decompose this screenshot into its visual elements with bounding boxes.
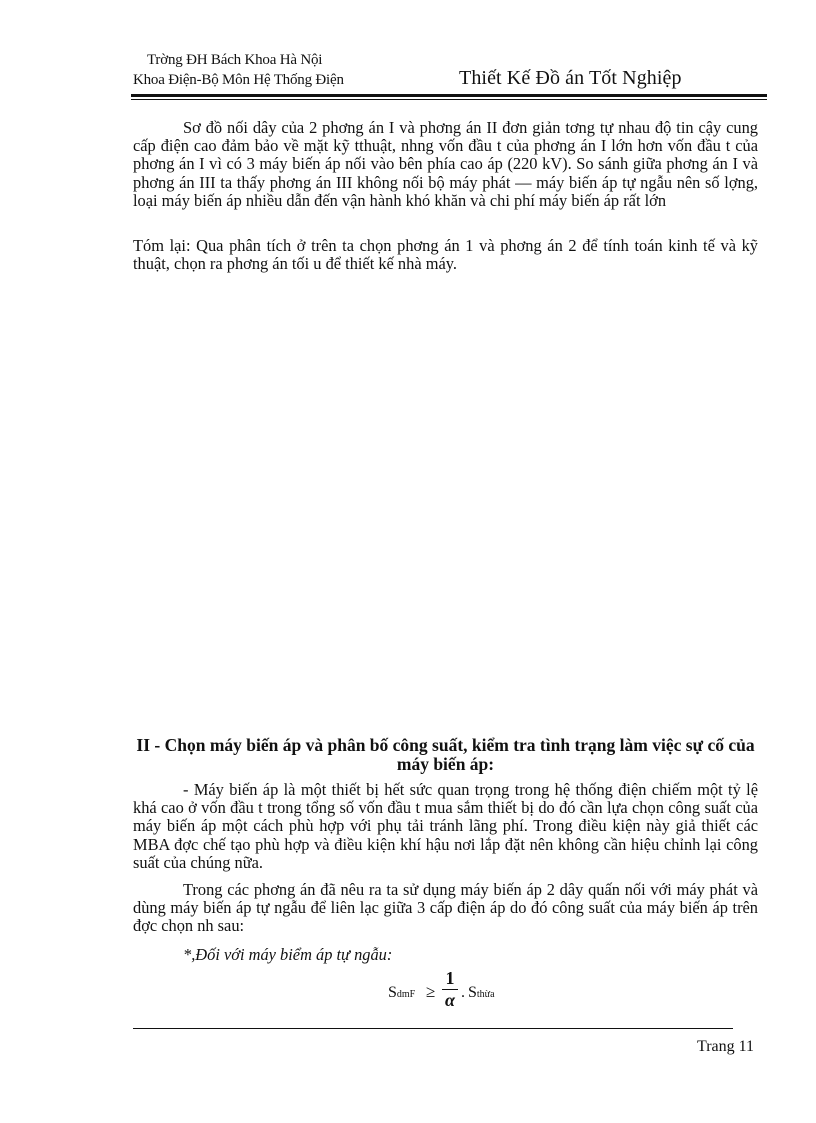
header-school: Trờng ĐH Bách Khoa Hà Nội: [147, 52, 323, 68]
paragraph-comparison: Sơ đồ nối dây của 2 phơng án I và phơng án II đơn giản tơng tự nhau độ tin cậy cung cấp điện cao đảm bảo về mặt kỹ tthuật, nhng vốn đầu t của phơng án I lớn hơn vốn đầu t của phơng án I vì có 3 máy biến áp nối vào bên phía cao áp (220 kV). So sánh giữa phơng án I và phơng án III ta thấy phơng án III không nối bộ máy phát — máy biến áp tự ngẫu nên số lợng, loại máy biến áp nhiều dẫn đến vận hành khó khăn và chi phí máy biến áp rất lớn: [133, 118, 758, 210]
formula-fraction: [442, 968, 458, 1009]
header-institution: [133, 50, 413, 90]
formula-relation: ≥: [426, 982, 436, 1001]
formula-numerator: 1: [445, 968, 455, 988]
page-number: Trang 11: [697, 1038, 755, 1055]
bullet-autotransformer: *,Đối với máy biểm áp tự ngẫu:: [183, 945, 393, 964]
formula-lhs-subscript: dmF: [396, 989, 416, 1000]
header-rule-thick: [131, 94, 767, 97]
formula-denominator: α: [445, 990, 455, 1010]
header-rule-thin: [131, 99, 767, 100]
paragraph-summary: Tóm lại: Qua phân tích ở trên ta chọn phơng án 1 và phơng án 2 để tính toán kinh tế và kỹ thuật, chọn ra phơng án tối u để thiết kế nhà máy.: [133, 236, 758, 274]
formula-rhs: Sthừa: [468, 984, 495, 1001]
header-document-title: Thiết Kế Đồ án Tốt Nghiệp: [459, 67, 682, 89]
paragraph-transformer-choice: Trong các phơng án đã nêu ra ta sử dụng máy biến áp 2 dây quấn nối với máy phát và dùng máy biến áp tự ngẫu để liên lạc giữa 3 cấp điện áp do đó công suất của máy biến áp trên đợc chọn nh sau:: [133, 880, 758, 936]
formula-lhs: SdmF: [388, 984, 416, 1001]
section-heading: II - Chọn máy biến áp và phân bố công suất, kiểm tra tình trạng làm việc sự cố của máy biến áp:: [136, 735, 755, 774]
formula-rhs-subscript: thừa: [476, 989, 495, 1000]
header-department: Khoa Điện-Bộ Môn Hệ Thống Điện: [133, 72, 344, 88]
formula-dot: .: [461, 984, 465, 1001]
footer-rule: [133, 1028, 733, 1029]
formula-rated-power: [388, 968, 528, 1012]
paragraph-transformer-importance: - Máy biến áp là một thiết bị hết sức quan trọng trong hệ thống điện chiếm một tỷ lệ khá cao ở vốn đầu t trong tổng số vốn đầu t mua sắm thiết bị do đó cần lựa chọn công suất của máy biến áp một cách phù hợp với phụ tải tránh lãng phí. Trong điều kiện này giả thiết các MBA đợc chế tạo phù hợp và điều kiện khí hậu nơi lắp đặt nên không cần hiệu chỉnh lại công suất của chúng nữa.: [133, 780, 758, 872]
